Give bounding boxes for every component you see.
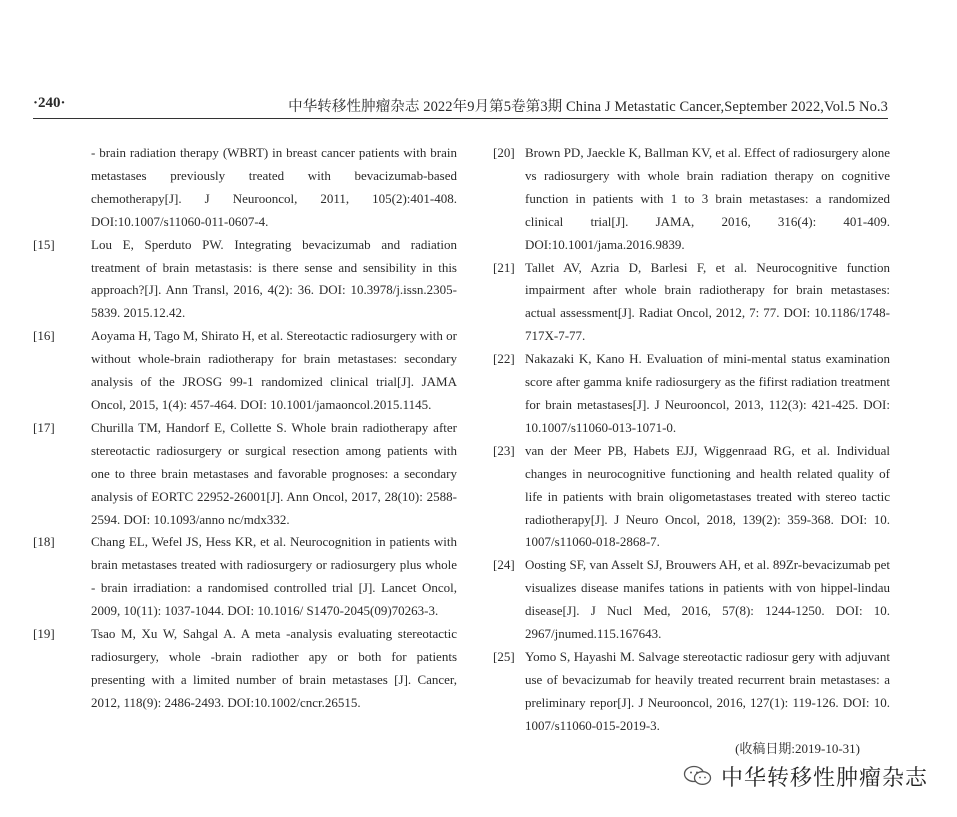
reference-text: Nakazaki K, Kano H. Evaluation of mini-mental status examination score after gamma knife radiosurgery as the fifirst radiation treatment for brain metastases[J]. J Neurooncol, 2013, 112(3): 421-425. DOI: 10.1007/s11060-013-1071-0. bbox=[525, 351, 890, 435]
reference-item bbox=[493, 257, 890, 349]
reference-text: Chang EL, Wefel JS, Hess KR, et al. Neurocognition in patients with brain metastases treated with radiosurgery or radiosurgery plus whole - brain irradiation: a randomised controlled trial [J]. Lancet Oncol, 2009, 10(11): 1037-1044. DOI: 10.1016/ S1470-2045(09)70263-3. bbox=[91, 534, 457, 619]
reference-item bbox=[493, 646, 890, 738]
reference-text: Oosting SF, van Asselt SJ, Brouwers AH, et al. 89Zr-bevacizumab pet visualizes disease manifes tations in patients with von hippel-lindau disease[J]. J Nucl Med, 2016, 57(8): 1244-1250. DOI: 10. 2967/jnumed.115.167643. bbox=[525, 557, 890, 642]
received-date: (收稿日期:2019-10-31) bbox=[735, 740, 860, 756]
reference-text: van der Meer PB, Habets EJJ, Wiggenraad RG, et al. Individual changes in neurocognitive functioning and health related quality of life in patients with brain oligometastases treated with stereo tactic radiotherapy[J]. J Neuro Oncol, 2018, 139(2): 359-368. DOI: 10. 1007/s11060-018-2868-7. bbox=[525, 442, 890, 550]
reference-text: Brown PD, Jaeckle K, Ballman KV, et al. Effect of radiosurgery alone vs radiosurgery with whole brain radiation therapy on cognitive function in patients with 1 to 3 brain metastases: a randomized clinical trial[J]. JAMA, 2016, 316(4): 401-409. DOI:10.1001/jama.2016.9839. bbox=[525, 145, 890, 252]
reference-item bbox=[493, 348, 890, 440]
reference-item bbox=[33, 623, 457, 715]
reference-number: [18] bbox=[33, 534, 55, 550]
watermark-text: 中华转移性肿瘤杂志 bbox=[721, 765, 929, 791]
reference-item bbox=[493, 142, 890, 257]
reference-text: Aoyama H, Tago M, Shirato H, et al. Stereotactic radiosurgery with or without whole-brain radiotherapy for brain metastases: secondary analysis of the JROSG 99-1 randomized clinical trial[J]. JAMA Oncol, 2015, 1(4): 457-464. DOI: 10.1001/jamaoncol.2015.1145. bbox=[91, 328, 457, 412]
reference-number: [17] bbox=[33, 419, 55, 435]
reference-item bbox=[33, 234, 457, 326]
reference-number: [22] bbox=[493, 351, 515, 367]
reference-text: Churilla TM, Handorf E, Collette S. Whole brain radiotherapy after stereotactic radiosurgery or surgical resection among patients with one to three brain metastases and favorable prognoses: a secondary analysis of EORTC 22952-26001[J]. Ann Oncol, 2017, 28(10): 2588-2594. DOI: 10.1093/anno nc/mdx332. bbox=[91, 419, 457, 527]
reference-item bbox=[493, 554, 890, 646]
reference-item bbox=[33, 325, 457, 417]
reference-text: - brain radiation therapy (WBRT) in breast cancer patients with brain metastases previously treated with bevacizumab-based chemotherapy[J]. J Neurooncol, 2011, 105(2):401-408. DOI:10.1007/s11060-011-0607-4. bbox=[91, 145, 457, 229]
reference-number: [19] bbox=[33, 626, 55, 642]
running-header bbox=[33, 92, 888, 119]
reference-item bbox=[33, 417, 457, 532]
reference-text: Tsao M, Xu W, Sahgal A. A meta -analysis evaluating stereotactic radiosurgery, whole -brain radiother apy or both for patients presenting with a limited number of brain metastases [J]. Cancer, 2012, 118(9): 2486-2493. DOI:10.1002/cncr.26515. bbox=[91, 626, 457, 710]
reference-item bbox=[33, 531, 457, 623]
right-column bbox=[493, 142, 890, 760]
reference-text: Lou E, Sperduto PW. Integrating bevacizumab and radiation treatment of brain metastasis: is there sense and sensibility in this approach?[J]. Ann Transl, 2016, 4(2): 36. DOI: 10.3978/j.issn.2305-5839. 2015.12.42. bbox=[91, 236, 457, 321]
reference-number: [20] bbox=[493, 145, 515, 160]
wechat-icon bbox=[683, 764, 713, 788]
reference-number: [23] bbox=[493, 442, 515, 458]
reference-text: Tallet AV, Azria D, Barlesi F, et al. Neurocognitive function impairment after whole brain radiotherapy for brain metastases: actual assessment[J]. Radiat Oncol, 2012, 7: 77. DOI: 10.1186/1748-717X-7-77. bbox=[525, 259, 890, 344]
reference-number: [25] bbox=[493, 648, 515, 664]
wechat-watermark bbox=[683, 758, 928, 794]
reference-item bbox=[493, 440, 890, 555]
reference-number: [24] bbox=[493, 557, 515, 573]
reference-continuation bbox=[33, 142, 457, 234]
reference-number: [21] bbox=[493, 259, 515, 275]
reference-text: Yomo S, Hayashi M. Salvage stereotactic radiosur gery with adjuvant use of bevacizumab for heavily treated recurrent brain metastases: a preliminary repor[J]. J Neurooncol, 2016, 127(1): 119-126. DOI: 10. 1007/s11060-015-2019-3. bbox=[525, 648, 890, 733]
reference-number: [15] bbox=[33, 236, 55, 252]
left-column bbox=[33, 142, 457, 715]
reference-number: [16] bbox=[33, 328, 55, 344]
page-number: ·240· bbox=[33, 95, 66, 111]
journal-citation-line: 中华转移性肿瘤杂志 2022年9月第5卷第3期 China J Metastatic Cancer,September 2022,Vol.5 No.3 bbox=[288, 99, 888, 115]
